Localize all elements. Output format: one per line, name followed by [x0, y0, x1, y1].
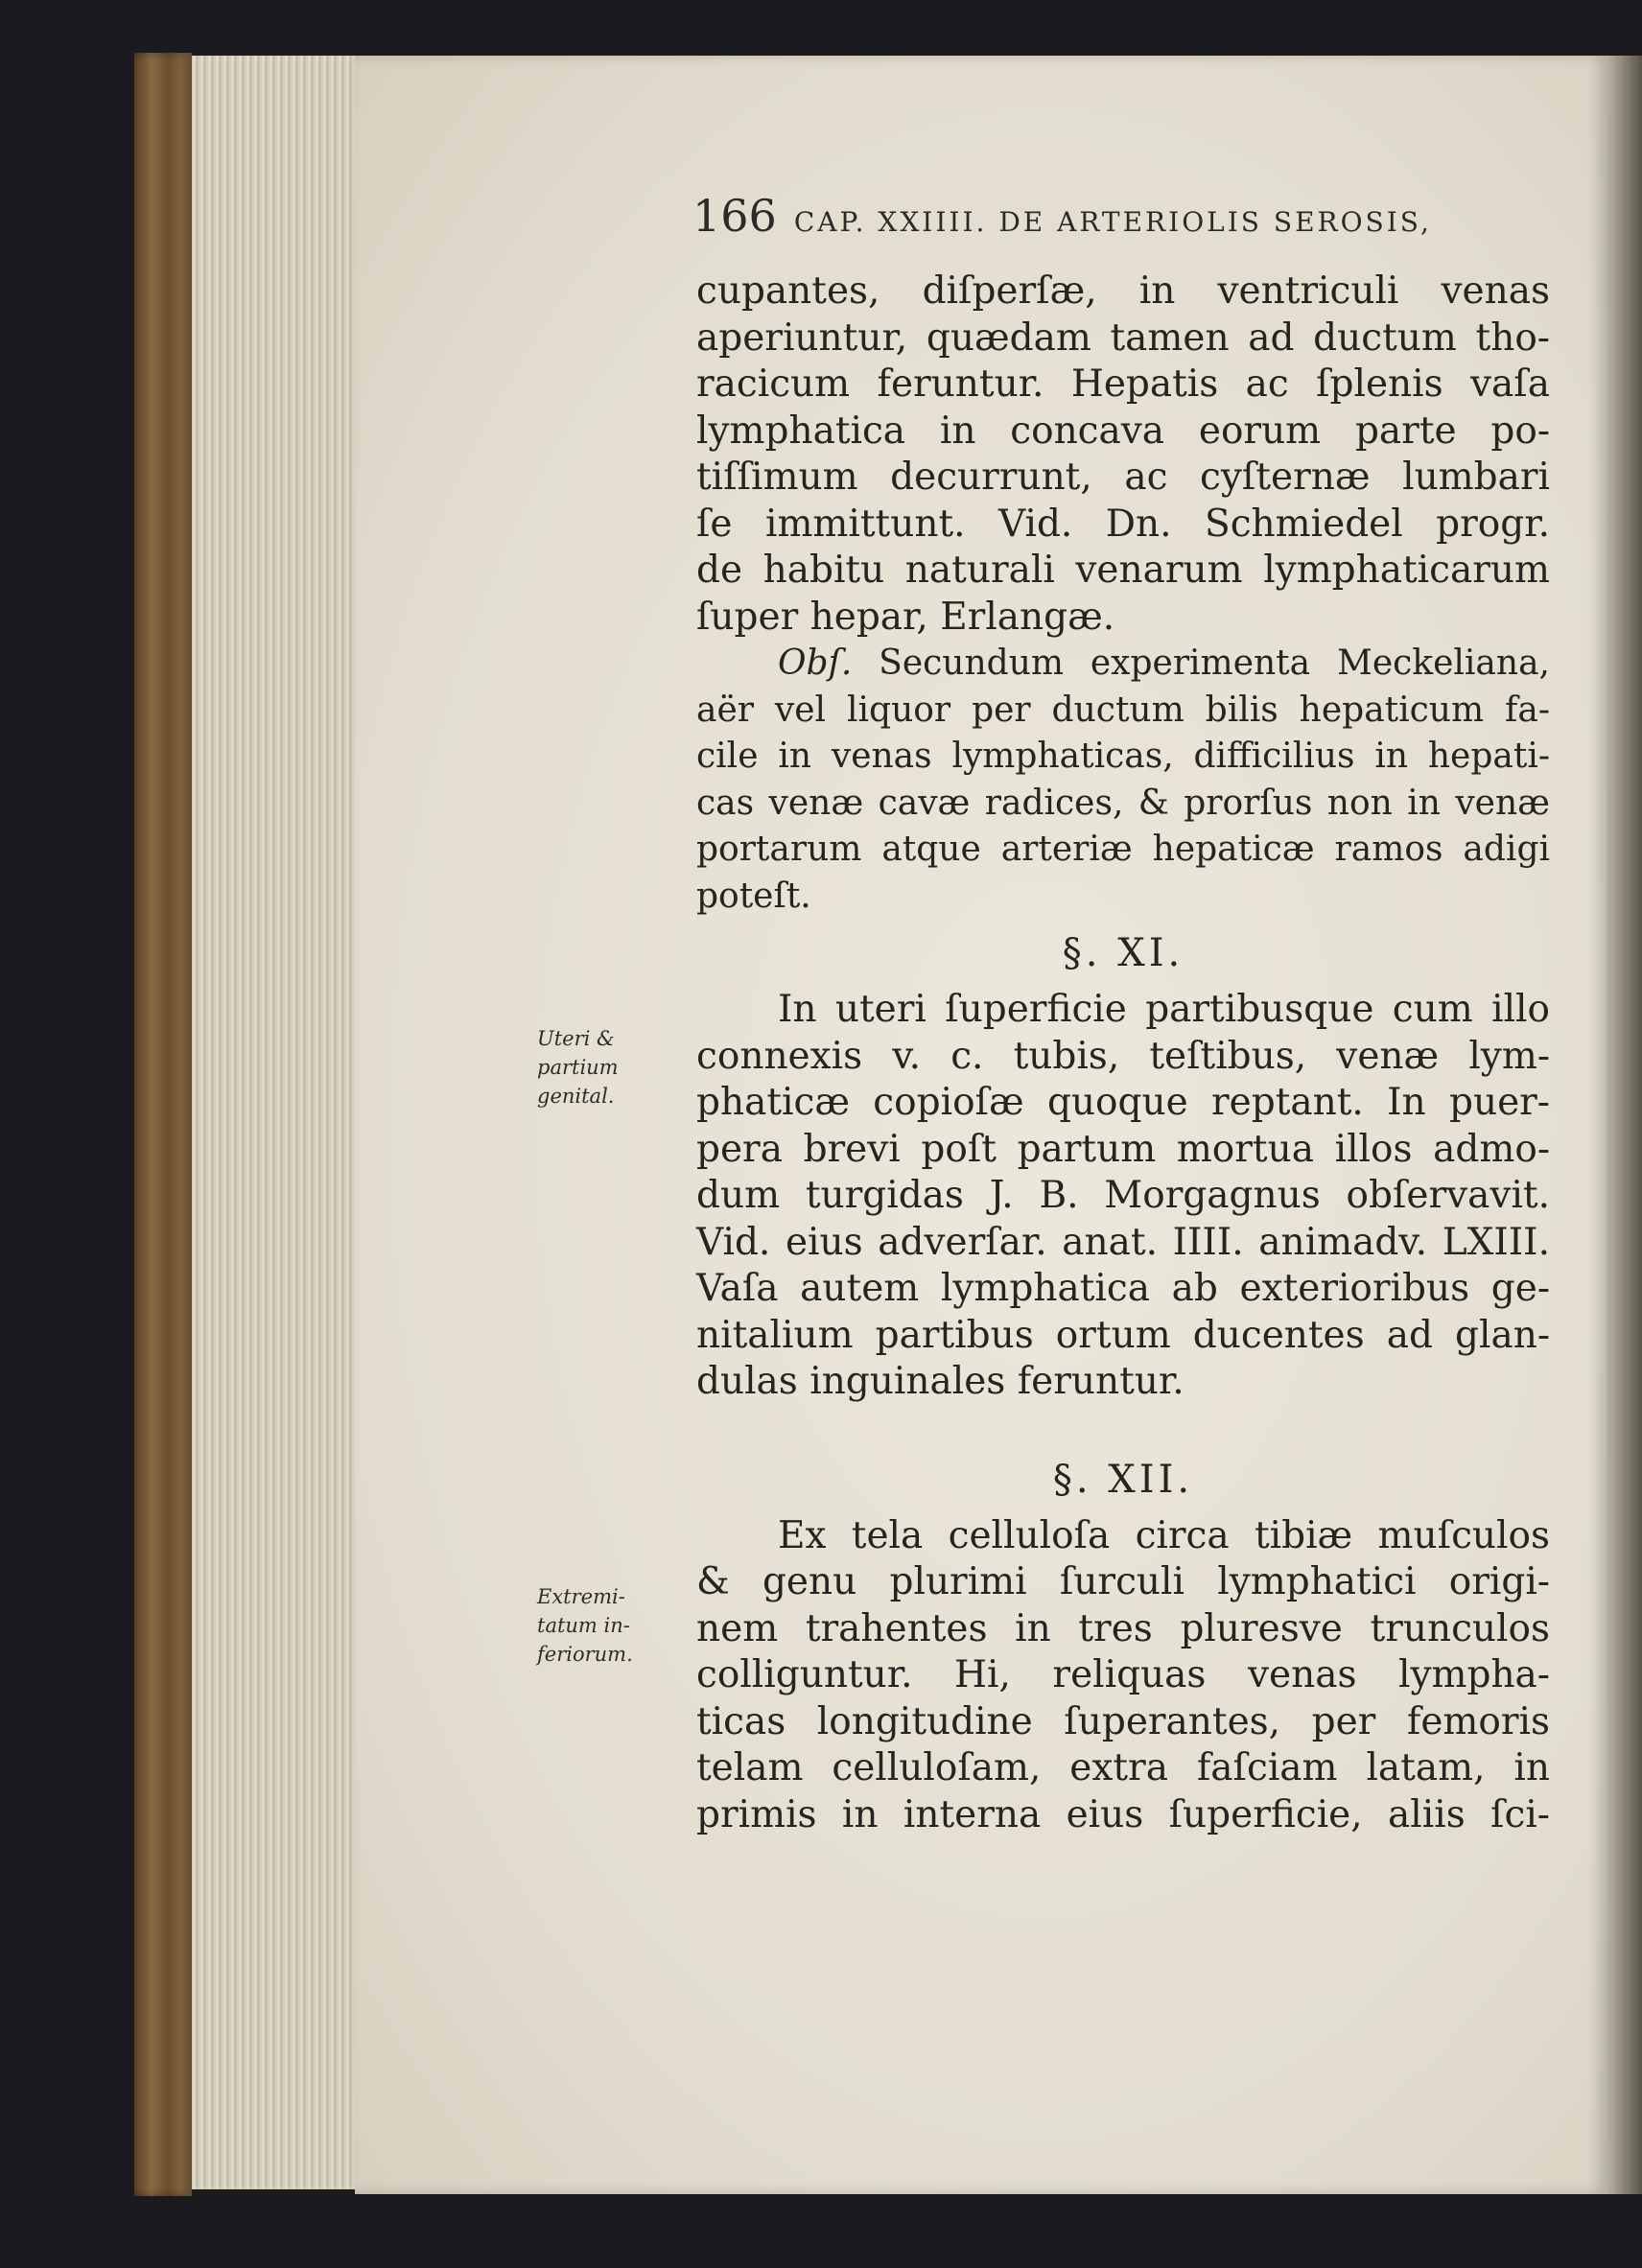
margin-note-line: Uteri & [537, 1027, 615, 1050]
section-xii-text [696, 1513, 1550, 1839]
text-line: dulas inguinales feruntur. [696, 1360, 1185, 1403]
text-line: nem trahentes in tres pluresve trunculos [696, 1606, 1550, 1650]
paragraph-continuation [696, 269, 1550, 641]
margin-note-extremitatum [537, 1582, 671, 1669]
text-line: cile in venas lymphaticas, difficilius in hepati- [696, 737, 1550, 776]
text-line: pera brevi poſt partum mortua illos admo- [696, 1127, 1550, 1171]
section-heading-xi: §. XI. [1062, 931, 1185, 975]
page-number: 166 [692, 190, 777, 242]
marbled-cover-board [134, 53, 192, 2196]
section-heading-xii: §. XII. [1052, 1457, 1194, 1502]
text-line: cupantes, diſperſæ, in ventriculi venas [696, 269, 1550, 313]
text-line: ſe immittunt. Vid. Dn. Schmiedel progr. [696, 502, 1550, 546]
text-line: portarum atque arteriæ hepaticæ ramos adigi [696, 830, 1550, 869]
text-line: Vid. eius adverſar. anat. IIII. animadv. LXIII. [696, 1220, 1550, 1264]
spacer [696, 1406, 1550, 1446]
text-line: de habitu naturali venarum lymphaticarum [696, 549, 1550, 592]
text-line: colliguntur. Hi, reliquas venas lympha- [696, 1653, 1550, 1696]
text-line: Ex tela celluloſa circa tibiæ muſculos [778, 1513, 1550, 1557]
gutter-shadow [1607, 56, 1642, 2194]
text-line: Vaſa autem lymphatica ab exterioribus ge- [696, 1267, 1550, 1310]
text-line: connexis v. c. tubis, teſtibus, venæ lym- [696, 1034, 1550, 1078]
body-text [696, 269, 1550, 1838]
page-block-edges [192, 56, 355, 2189]
margin-note-uteri [537, 1024, 671, 1111]
text-line: poteſt. [696, 876, 811, 916]
text-line: ticas longitudine ſuperantes, per femoris [696, 1699, 1550, 1743]
text-line: & genu plurimi ſurculi lymphatici origi- [696, 1560, 1550, 1603]
text-line: ſuper hepar, Erlangæ. [696, 595, 1115, 639]
text-line: In uteri ſuperficie partibusque cum illo [778, 988, 1550, 1031]
text-line: primis in interna eius ſuperficie, aliis ſci- [696, 1792, 1550, 1836]
text-line: tiſſimum decurrunt, ac cyſternæ lumbari [696, 456, 1550, 499]
text-line: telam celluloſam, extra faſciam latam, in [696, 1746, 1550, 1789]
text-line: lymphatica in concava eorum parte po- [696, 409, 1550, 453]
text-line: nitalium partibus ortum ducentes ad glan- [696, 1313, 1550, 1357]
margin-note-line: partium [537, 1056, 619, 1079]
observation-paragraph [696, 641, 1550, 920]
text-line: aër vel liquor per ductum bilis hepaticum fa- [696, 690, 1550, 730]
margin-note-line: Extremi- [537, 1585, 625, 1608]
text-line: cas venæ cavæ radices, & prorſus non in venæ [696, 783, 1550, 823]
margin-note-line: genital. [537, 1085, 615, 1108]
obs-first-line: Secundum experimenta Meckeliana, [879, 643, 1550, 683]
text-line [696, 641, 1550, 688]
running-head [692, 190, 1517, 242]
text-line: racicum feruntur. Hepatis ac ſplenis vaſa [696, 362, 1550, 406]
section-xi-text [696, 987, 1550, 1406]
chapter-heading: CAP. XXIIII. DE ARTERIOLIS SEROSIS, [793, 206, 1432, 238]
obs-label: Obſ. [778, 643, 853, 683]
text-line: aperiuntur, quædam tamen ad ductum tho- [696, 316, 1550, 360]
margin-note-line: feriorum. [537, 1643, 633, 1666]
text-line: dum turgidas J. B. Morgagnus obſervavit. [696, 1174, 1550, 1217]
margin-note-line: tatum in- [537, 1614, 630, 1637]
text-line: phaticæ copioſæ quoque reptant. In puer- [696, 1081, 1550, 1124]
